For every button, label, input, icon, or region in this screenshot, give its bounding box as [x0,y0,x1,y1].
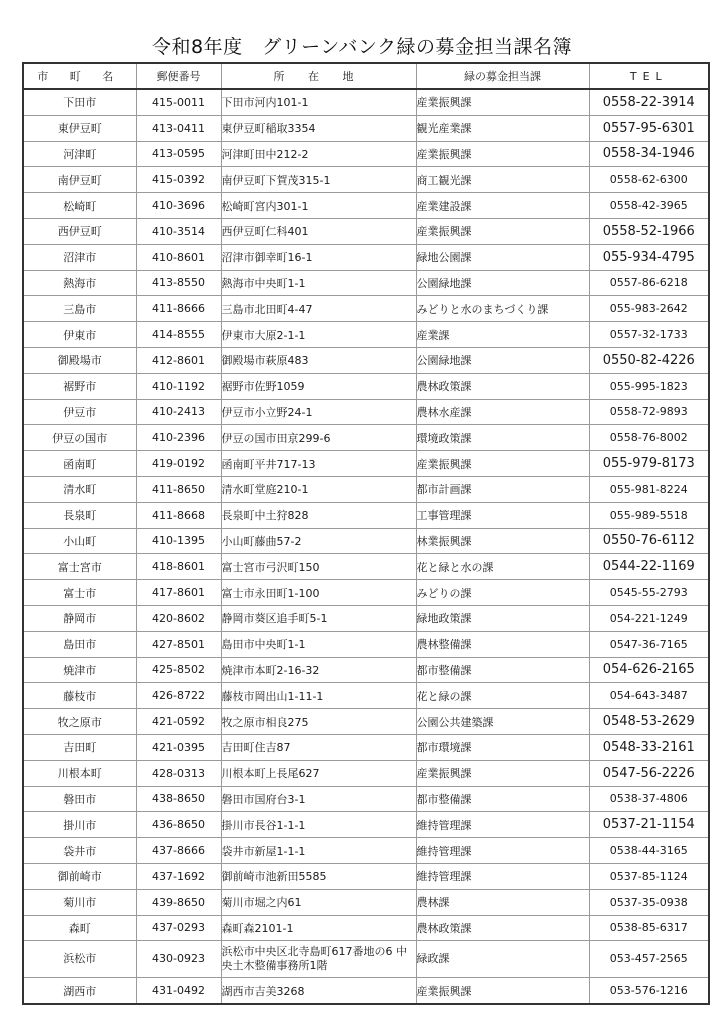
cell-zip: 415-0392 [136,167,221,193]
cell-zip: 421-0395 [136,734,221,760]
table-row [23,244,709,270]
table-row [23,760,709,786]
contact-table [22,62,710,1005]
cell-municipality: 富士市 [23,580,136,606]
table-row [23,941,709,978]
cell-department: 産業振興課 [416,141,589,167]
cell-tel: 0558-76-8002 [589,425,709,451]
cell-municipality: 掛川市 [23,812,136,838]
cell-department: 環境政策課 [416,425,589,451]
cell-address: 小山町藤曲57-2 [221,528,416,554]
cell-zip: 410-2413 [136,399,221,425]
cell-address: 松崎町宮内301-1 [221,193,416,219]
cell-tel: 055-983-2642 [589,296,709,322]
cell-address: 伊東市大原2-1-1 [221,322,416,348]
cell-municipality: 藤枝市 [23,683,136,709]
cell-tel: 0550-76-6112 [589,528,709,554]
cell-zip: 438-8650 [136,786,221,812]
cell-zip: 417-8601 [136,580,221,606]
page-title: 令和8年度 グリーンバンク緑の募金担当課名簿 [152,36,572,58]
table-row [23,978,709,1004]
cell-zip: 414-8555 [136,322,221,348]
cell-municipality: 伊豆の国市 [23,425,136,451]
cell-address: 袋井市新屋1-1-1 [221,838,416,864]
table-row [23,296,709,322]
cell-municipality: 伊豆市 [23,399,136,425]
table-row [23,554,709,580]
cell-zip: 437-0293 [136,915,221,941]
cell-zip: 437-8666 [136,838,221,864]
table-row [23,115,709,141]
cell-municipality: 袋井市 [23,838,136,864]
cell-department: 公園公共建築課 [416,709,589,735]
cell-address: 掛川市長谷1-1-1 [221,812,416,838]
cell-zip: 415-0011 [136,89,221,115]
cell-tel: 0548-53-2629 [589,709,709,735]
cell-municipality: 川根本町 [23,760,136,786]
table-row [23,812,709,838]
table-body [23,89,709,1004]
cell-municipality: 牧之原市 [23,709,136,735]
cell-department: 観光産業課 [416,115,589,141]
cell-department: 農林政策課 [416,915,589,941]
cell-department: 緑地公園課 [416,244,589,270]
cell-address: 湖西市吉美3268 [221,978,416,1004]
cell-department: 産業振興課 [416,89,589,115]
cell-zip: 418-8601 [136,554,221,580]
cell-address: 下田市河内101-1 [221,89,416,115]
cell-zip: 430-0923 [136,941,221,978]
table-row [23,347,709,373]
cell-address: 吉田町住吉87 [221,734,416,760]
cell-department: 都市整備課 [416,657,589,683]
cell-tel: 055-995-1823 [589,373,709,399]
cell-zip: 410-1192 [136,373,221,399]
cell-municipality: 磐田市 [23,786,136,812]
cell-tel: 0547-56-2226 [589,760,709,786]
cell-tel: 0537-85-1124 [589,863,709,889]
cell-zip: 412-8601 [136,347,221,373]
cell-municipality: 富士宮市 [23,554,136,580]
cell-tel: 054-626-2165 [589,657,709,683]
cell-address: 森町森2101-1 [221,915,416,941]
cell-address: 伊豆市小立野24-1 [221,399,416,425]
cell-municipality: 御殿場市 [23,347,136,373]
table-row [23,141,709,167]
cell-tel: 0544-22-1169 [589,554,709,580]
cell-zip: 436-8650 [136,812,221,838]
cell-zip: 431-0492 [136,978,221,1004]
cell-tel: 055-979-8173 [589,451,709,477]
cell-zip: 410-3696 [136,193,221,219]
table-row [23,399,709,425]
cell-tel: 0558-22-3914 [589,89,709,115]
cell-address: 三島市北田町4-47 [221,296,416,322]
cell-municipality: 浜松市 [23,941,136,978]
cell-zip: 421-0592 [136,709,221,735]
cell-department: 維持管理課 [416,863,589,889]
cell-address: 伊豆の国市田京299-6 [221,425,416,451]
table-row [23,657,709,683]
cell-address: 磐田市国府台3-1 [221,786,416,812]
cell-department: 商工観光課 [416,167,589,193]
cell-municipality: 吉田町 [23,734,136,760]
cell-municipality: 西伊豆町 [23,218,136,244]
cell-municipality: 伊東市 [23,322,136,348]
cell-municipality: 三島市 [23,296,136,322]
header-tel: TEL [589,63,709,89]
cell-tel: 0558-72-9893 [589,399,709,425]
cell-municipality: 御前崎市 [23,863,136,889]
cell-tel: 055-934-4795 [589,244,709,270]
cell-department: みどりと水のまちづくり課 [416,296,589,322]
cell-address: 川根本町上長尾627 [221,760,416,786]
cell-tel: 055-981-8224 [589,476,709,502]
header-zip: 郵便番号 [136,63,221,89]
header-department: 緑の募金担当課 [416,63,589,89]
cell-zip: 437-1692 [136,863,221,889]
cell-department: 産業振興課 [416,451,589,477]
cell-department: 産業建設課 [416,193,589,219]
cell-department: 都市計画課 [416,476,589,502]
cell-address: 裾野市佐野1059 [221,373,416,399]
cell-department: 産業振興課 [416,218,589,244]
cell-municipality: 小山町 [23,528,136,554]
cell-zip: 413-0595 [136,141,221,167]
cell-tel: 0538-37-4806 [589,786,709,812]
cell-address: 長泉町中土狩828 [221,502,416,528]
cell-address: 浜松市中央区北寺島町617番地の6 中央土木整備事務所1階 [221,941,416,978]
cell-department: 都市整備課 [416,786,589,812]
cell-address: 菊川市堀之内61 [221,889,416,915]
cell-municipality: 静岡市 [23,605,136,631]
cell-municipality: 清水町 [23,476,136,502]
header-address: 所 在 地 [221,63,416,89]
table-row [23,528,709,554]
table-row [23,193,709,219]
table-row [23,605,709,631]
cell-tel: 054-221-1249 [589,605,709,631]
cell-tel: 0538-44-3165 [589,838,709,864]
cell-address: 御前崎市池新田5585 [221,863,416,889]
cell-tel: 0538-85-6317 [589,915,709,941]
cell-zip: 425-8502 [136,657,221,683]
cell-municipality: 裾野市 [23,373,136,399]
table-row [23,167,709,193]
cell-zip: 413-0411 [136,115,221,141]
cell-zip: 410-3514 [136,218,221,244]
table-row [23,631,709,657]
table-row [23,425,709,451]
cell-tel: 053-576-1216 [589,978,709,1004]
cell-department: 公園緑地課 [416,270,589,296]
cell-tel: 055-989-5518 [589,502,709,528]
cell-zip: 439-8650 [136,889,221,915]
cell-municipality: 長泉町 [23,502,136,528]
cell-department: 産業課 [416,322,589,348]
cell-municipality: 函南町 [23,451,136,477]
table-row [23,580,709,606]
cell-address: 河津町田中212-2 [221,141,416,167]
cell-address: 西伊豆町仁科401 [221,218,416,244]
cell-address: 熱海市中央町1-1 [221,270,416,296]
cell-municipality: 熱海市 [23,270,136,296]
cell-municipality: 森町 [23,915,136,941]
table-row [23,89,709,115]
cell-address: 静岡市葵区追手町5-1 [221,605,416,631]
cell-address: 函南町平井717-13 [221,451,416,477]
cell-zip: 411-8650 [136,476,221,502]
cell-municipality: 東伊豆町 [23,115,136,141]
cell-tel: 0558-52-1966 [589,218,709,244]
cell-address: 藤枝市岡出山1-11-1 [221,683,416,709]
table-row [23,270,709,296]
cell-department: みどりの課 [416,580,589,606]
cell-municipality: 菊川市 [23,889,136,915]
cell-department: 農林課 [416,889,589,915]
cell-address: 清水町堂庭210-1 [221,476,416,502]
cell-department: 都市環境課 [416,734,589,760]
cell-tel: 0558-42-3965 [589,193,709,219]
table-row [23,734,709,760]
cell-address: 焼津市本町2-16-32 [221,657,416,683]
cell-address: 御殿場市萩原483 [221,347,416,373]
cell-department: 農林整備課 [416,631,589,657]
cell-tel: 0557-32-1733 [589,322,709,348]
cell-zip: 410-8601 [136,244,221,270]
cell-tel: 0548-33-2161 [589,734,709,760]
cell-tel: 0557-95-6301 [589,115,709,141]
cell-department: 花と緑と水の課 [416,554,589,580]
table-row [23,683,709,709]
cell-address: 東伊豆町稲取3354 [221,115,416,141]
cell-address: 沼津市御幸町16-1 [221,244,416,270]
cell-department: 林業振興課 [416,528,589,554]
cell-tel: 0547-36-7165 [589,631,709,657]
cell-department: 花と緑の課 [416,683,589,709]
cell-zip: 428-0313 [136,760,221,786]
cell-zip: 410-2396 [136,425,221,451]
cell-department: 維持管理課 [416,812,589,838]
cell-department: 緑政課 [416,941,589,978]
cell-municipality: 湖西市 [23,978,136,1004]
table-row [23,889,709,915]
cell-department: 産業振興課 [416,760,589,786]
cell-zip: 426-8722 [136,683,221,709]
table-row [23,218,709,244]
table-row [23,838,709,864]
table-row [23,476,709,502]
cell-tel: 0537-21-1154 [589,812,709,838]
cell-address: 富士宮市弓沢町150 [221,554,416,580]
table-row [23,502,709,528]
cell-tel: 0545-55-2793 [589,580,709,606]
table-row [23,786,709,812]
cell-municipality: 松崎町 [23,193,136,219]
cell-address: 南伊豆町下賀茂315-1 [221,167,416,193]
cell-municipality: 河津町 [23,141,136,167]
table-row [23,451,709,477]
cell-department: 維持管理課 [416,838,589,864]
cell-department: 工事管理課 [416,502,589,528]
cell-tel: 053-457-2565 [589,941,709,978]
header-municipality: 市 町 名 [23,63,136,89]
cell-municipality: 沼津市 [23,244,136,270]
table-row [23,709,709,735]
table-row [23,863,709,889]
cell-address: 島田市中央町1-1 [221,631,416,657]
cell-department: 産業振興課 [416,978,589,1004]
cell-department: 公園緑地課 [416,347,589,373]
cell-tel: 0550-82-4226 [589,347,709,373]
cell-zip: 427-8501 [136,631,221,657]
table-row [23,373,709,399]
cell-address: 牧之原市相良275 [221,709,416,735]
cell-zip: 411-8666 [136,296,221,322]
header-row [23,63,709,89]
cell-municipality: 下田市 [23,89,136,115]
table-row [23,915,709,941]
cell-municipality: 南伊豆町 [23,167,136,193]
cell-zip: 419-0192 [136,451,221,477]
cell-address: 富士市永田町1-100 [221,580,416,606]
cell-municipality: 島田市 [23,631,136,657]
cell-zip: 413-8550 [136,270,221,296]
cell-tel: 0558-62-6300 [589,167,709,193]
cell-tel: 0537-35-0938 [589,889,709,915]
cell-tel: 0557-86-6218 [589,270,709,296]
table-row [23,322,709,348]
cell-tel: 0558-34-1946 [589,141,709,167]
cell-municipality: 焼津市 [23,657,136,683]
cell-zip: 420-8602 [136,605,221,631]
cell-department: 緑地政策課 [416,605,589,631]
cell-zip: 411-8668 [136,502,221,528]
cell-department: 農林政策課 [416,373,589,399]
cell-zip: 410-1395 [136,528,221,554]
cell-department: 農林水産課 [416,399,589,425]
cell-tel: 054-643-3487 [589,683,709,709]
